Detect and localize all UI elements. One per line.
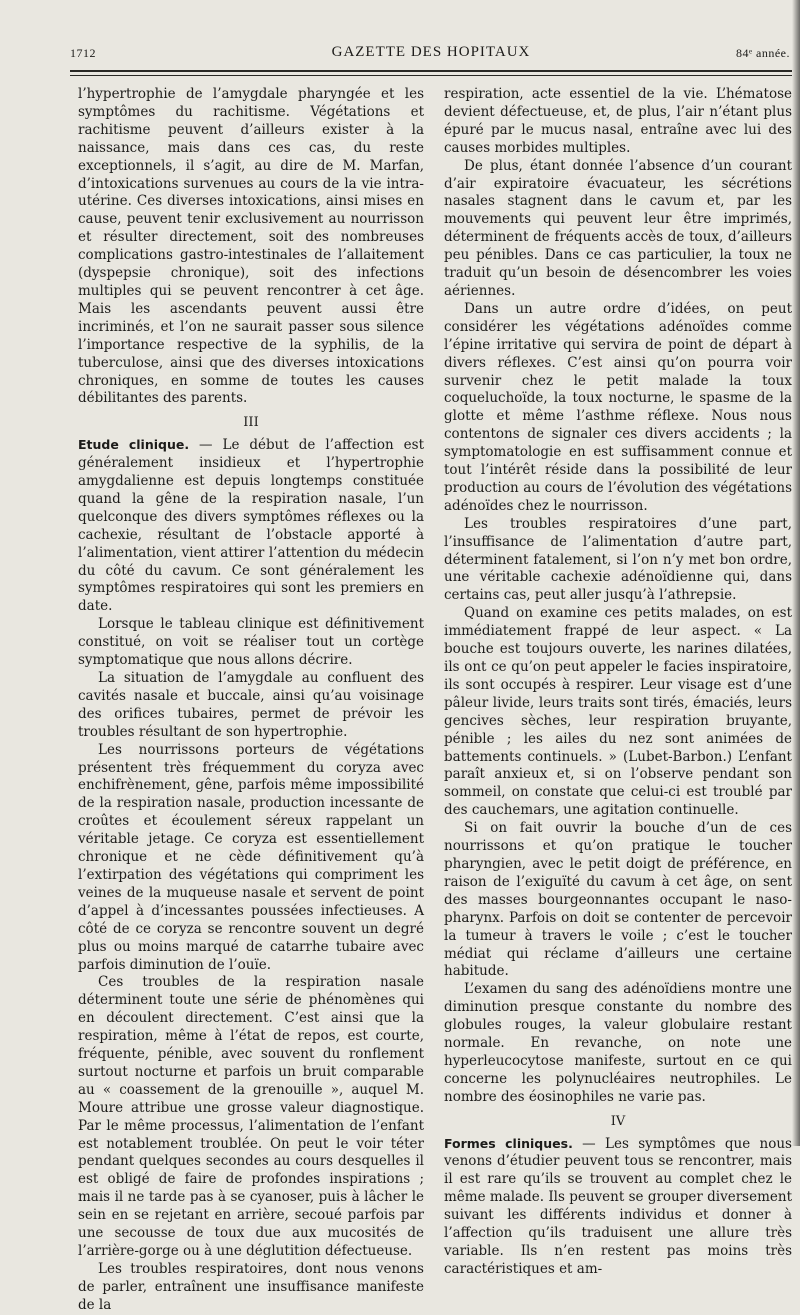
paragraph: L’examen du sang des adénoïdiens montre une diminution presque constante du nombre des globules rouges, la valeur globulaire restant normale. En revanche, on note une hyperleucocytose manifeste, surtout en ce qui concerne les polynucléaires neutrophiles. Le nombre des éosinophiles ne varie pas. bbox=[444, 981, 792, 1105]
paragraph: Ces troubles de la respiration nasale déterminent toute une série de phénomènes qui en découlent directement. C’est ainsi que la respiration, même à l’état de repos, est courte, fréquente, pénible, avec souvent du ronflement surtout nocturne et parfois un bruit comparable au « coassement de la grenouille », auquel M. Moure attribue une grosse valeur diagnostique. Par le même processus, l’alimentation de l’enfant est notablement troublée. On peut le voir téter pendant quelques secondes au cours desquelles il est obligé de faire de profondes inspirations ; mais il ne tarde pas à se cyanoser, puis à lâcher le sein en se rejetant en arrière, secoué parfois par une secousse de toux due aux mucosités de l’arrière-gorge ou à une déglutition défectueuse. bbox=[78, 974, 424, 1259]
paragraph: Les nourrissons porteurs de végétations présentent très fréquemment du coryza avec enchifrènement, gêne, parfois même impossibilité de la respiration nasale, production incessante de croûtes et écoulement séreux rappelant un véritable jetage. Ce coryza est essentiellement chronique et ne cède définitivement qu’à l’extirpation des végétations qui compriment les veines de la muqueuse nasale et servent de point d’appel à d’incessantes poussées infectieuses. A côté de ce coryza se rencontre souvent un degré plus ou moins marqué de catarrhe tubaire avec parfois diminution de l’ouïe. bbox=[78, 741, 424, 973]
paragraph-text: — Les symptômes que nous venons d’étudier peuvent tous se rencontrer, mais il est rare qu’ils se trouvent au complet chez le même malade. Ils peuvent se grouper diversement suivant les différents individus et donner à l’affection qu’ils traduisent une allure très variable. Ils n’en restent pas moins très caractéristiques et am- bbox=[444, 1135, 792, 1277]
paragraph: La situation de l’amygdale au confluent des cavités nasale et buccale, ainsi qu’au voisinage des orifices tubaires, permet de prévoir les troubles résultant de son hypertrophie. bbox=[78, 670, 424, 740]
right-column bbox=[444, 86, 792, 1277]
paragraph: respiration, acte essentiel de la vie. L’hématose devient défectueuse, et, de plus, l’air n’étant plus épuré par le mucus nasal, entraîne avec lui des causes morbides multiples. bbox=[444, 86, 792, 156]
left-column bbox=[78, 86, 424, 1313]
page-edge-shadow bbox=[792, 0, 800, 1146]
page-header bbox=[70, 44, 792, 66]
paragraph: Les troubles respiratoires, dont nous venons de parler, entraînent une insuffisance manifeste de la bbox=[78, 1260, 424, 1313]
paragraph: Si on fait ouvrir la bouche d’un de ces nourrissons et qu’on pratique le toucher pharyngien, avec le petit doigt de préférence, en raison de l’exiguïté du cavum à cet âge, on sent des masses bourgeonnantes occupant le naso-pharynx. Parfois on doit se contenter de percevoir la tumeur à travers le voile ; c’est le toucher médiat qui réclame d’ailleurs une certaine habitude. bbox=[444, 820, 792, 980]
paragraph bbox=[444, 1135, 792, 1279]
header-rule-thin bbox=[70, 75, 792, 76]
paragraph: De plus, étant donnée l’absence d’un courant d’air expiratoire évacuateur, les sécrétions nasales stagnent dans le cavum et, par les mouvements qui peuvent leur être imprimés, déterminent de fréquents accès de toux, d’ailleurs peu pénibles. Dans ce cas particulier, la toux ne traduit qu’un besoin de désencombrer les voies aériennes. bbox=[444, 157, 792, 299]
section-number: III bbox=[243, 415, 259, 431]
paragraph: l’hypertrophie de l’amygdale pharyngée et les symptômes du rachitisme. Végétations et rachitisme peuvent d’ailleurs exister à la naissance, mais dans ces cas, du reste exceptionnels, il s’agit, au dire de M. Marfan, d’intoxications survenues au cours de la vie intra-utérine. Ces diverses intoxications, ainsi mises en cause, peuvent tenir exclusivement au nourrisson et résulter directement, soit des nombreuses complications gastro-intestinales de l’allaitement (dyspepsie chronique), soit des infections multiples qui se peuvent rencontrer à cet âge. Mais les ascendants peuvent aussi être incriminés, et l’on ne saurait passer sous silence l’importance respective de la syphilis, de la tuberculose, ainsi que des diverses intoxications chroniques, en somme de toutes les causes débilitantes des parents. bbox=[78, 86, 424, 407]
paragraph: Dans un autre ordre d’idées, on peut considérer les végétations adénoïdes comme l’épine irritative qui servira de point de départ à divers réflexes. C’est ainsi qu’on pourra voir survenir chez le petit malade la toux coqueluchoïde, la toux nocturne, le spasme de la glotte et même l’asthme réflexe. Nous nous contentons de signaler ces divers accidents ; la symptomatologie en est suffisamment connue et tout l’intérêt réside dans la possibilité de leur production au cours de l’évolution des végétations adénoïdes chez le nourrisson. bbox=[444, 300, 792, 514]
journal-title: GAZETTE DES HOPITAUX bbox=[331, 44, 531, 60]
paragraph-text: — Le début de l’affection est généralement insidieux et l’hypertrophie amygdalienne est depuis longtemps constituée quand la gêne de la respiration nasale, l’un quelconque des divers symptômes réflexes ou la cachexie, résultant de l’obstacle apporté à l’alimentation, vient attirer l’attention du médecin du côté du cavum. Ce sont généralement les symptômes respiratoires qui sont les premiers en date. bbox=[78, 437, 424, 615]
paragraph: Quand on examine ces petits malades, on est immédiatement frappé de leur aspect. « La bouche est toujours ouverte, les narines dilatées, ils ont ce qu’on peut appeler le facies inspiratoire, ils sont occupés à respirer. Leur visage est d’une pâleur livide, leurs traits sont tirés, émaciés, leurs gencives sèches, leur respiration bruyante, pénible ; les ailes du nez sont animées de battements continuels. » (Lubet-Barbon.) L’enfant paraît anxieux et, si on l’observe pendant son sommeil, on constate que celui-ci est troublé par des cauchemars, une agitation continuelle. bbox=[444, 605, 792, 819]
section-heading: Formes cliniques. bbox=[444, 1135, 573, 1151]
paragraph: Lorsque le tableau clinique est définitivement constitué, on voit se réaliser tout un cortège symptomatique que nous allons décrire. bbox=[78, 616, 424, 669]
section-heading: Etude clinique. bbox=[78, 437, 190, 453]
page-number: 1712 bbox=[70, 46, 96, 60]
header-rule-thick bbox=[70, 70, 792, 72]
volume-year: 84ᵉ année. bbox=[735, 46, 790, 60]
section-number: IV bbox=[610, 1113, 626, 1129]
paragraph bbox=[78, 436, 424, 616]
paragraph: Les troubles respiratoires d’une part, l’insuffisance de l’alimentation d’autre part, déterminent fatalement, si l’on n’y met bon ordre, une véritable cachexie adénoïdienne qui, dans certains cas, peut aller jusqu’à l’athrepsie. bbox=[444, 515, 792, 604]
